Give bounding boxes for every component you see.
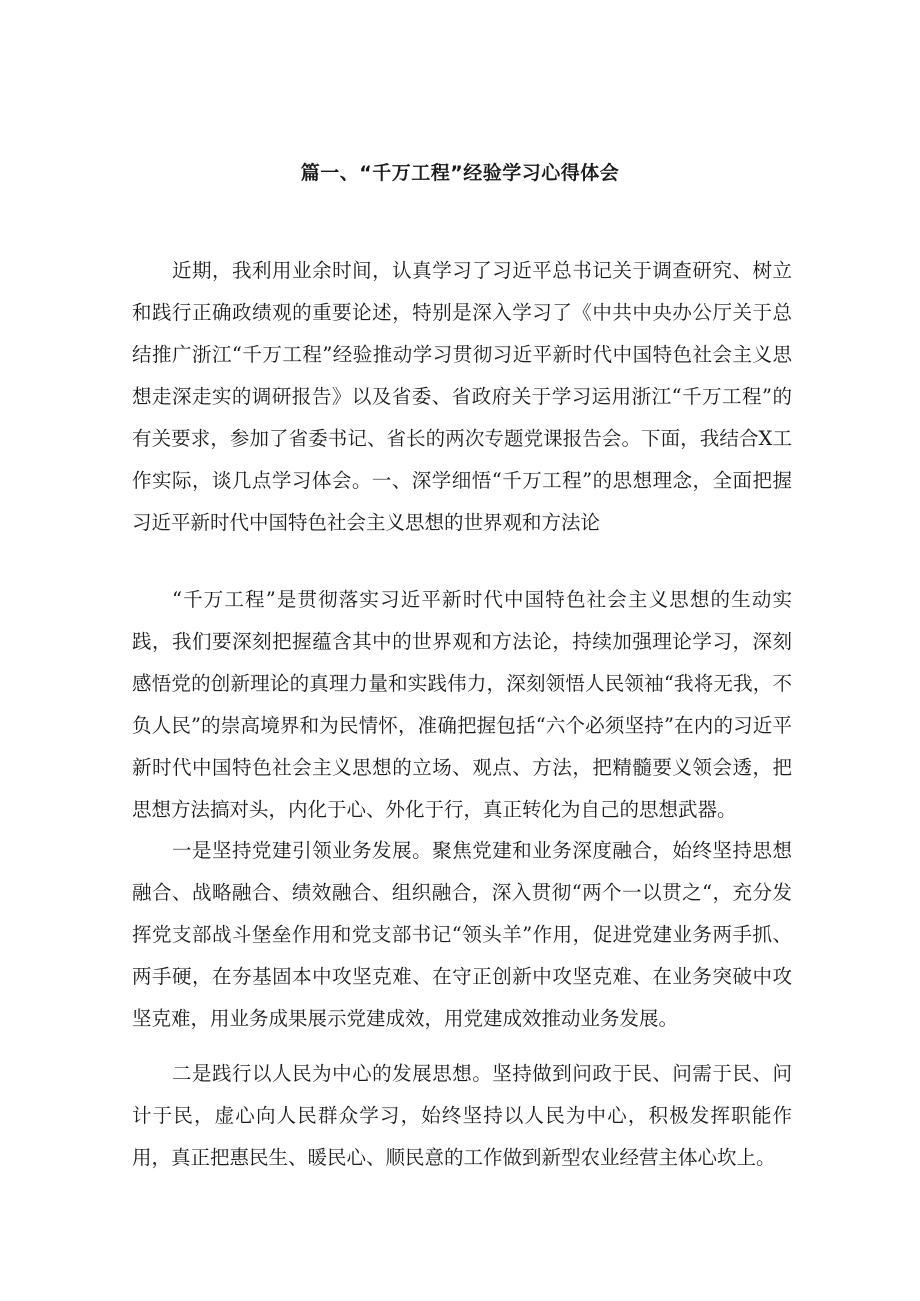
paragraph-party-building: 一是坚持党建引领业务发展。聚焦党建和业务深度融合，始终坚持思想融合、战略融合、绩效融合、组织融合，深入贯彻“两个一以贯之“，充分发挥党支部战斗堡垒作用和党支部书记“领头羊”作用，促进党建业务两手抓、两手硬，在夯基固本中攻坚克难、在守正创新中攻坚克难、在业务突破中攻坚克难，用业务成果展示党建成效，用党建成效推动业务发展。 (132, 838, 792, 1030)
document-title: 篇一、“千万工程”经验学习心得体会 (300, 162, 620, 184)
paragraph-people-centered: 二是践行以人民为中心的发展思想。坚持做到问政于民、问需于民、问计于民，虚心向人民群众学习，始终坚持以人民为中心，积极发挥职能作用，真正把惠民生、暖民心、顺民意的工作做到新型农业经营主体心坎上。 (132, 1061, 792, 1169)
paragraph-intro: 近期，我利用业余时间，认真学习了习近平总书记关于调查研究、树立和践行正确政绩观的重要论述，特别是深入学习了《中共中央办公厅关于总结推广浙江“千万工程”经验推动学习贯彻习近平新时代中国特色社会主义思想走深走实的调研报告》以及省委、省政府关于学习运用浙江“千万工程”的有关要求，参加了省委书记、省长的两次专题党课报告会。下面，我结合X工作实际，谈几点学习体会。一、深学细悟“千万工程”的思想理念，全面把握习近平新时代中国特色社会主义思想的世界观和方法论 (132, 258, 792, 534)
paragraph-practice: “千万工程”是贯彻落实习近平新时代中国特色社会主义思想的生动实践，我们要深刻把握蕴含其中的世界观和方法论，持续加强理论学习，深刻感悟党的创新理论的真理力量和实践伟力，深刻领悟人民领袖“我将无我，不负人民”的崇高境界和为民情怀，准确把握包括“六个必须坚持”在内的习近平新时代中国特色社会主义思想的立场、观点、方法，把精髓要义领会透，把思想方法搞对头，内化于心、外化于行，真正转化为自己的思想武器。 (132, 587, 792, 821)
